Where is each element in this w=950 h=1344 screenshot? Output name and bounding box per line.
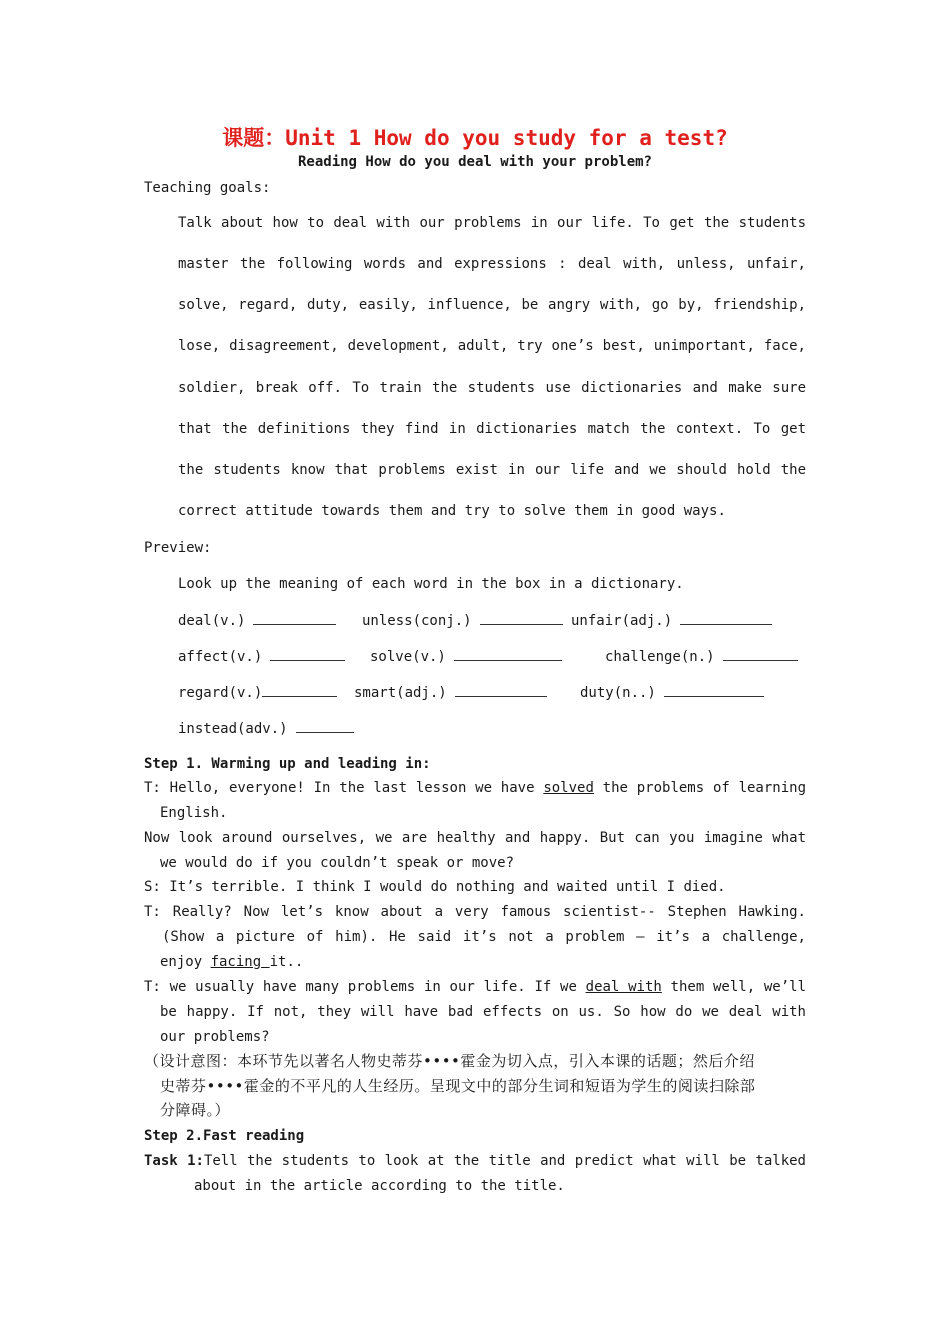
- answer-blank[interactable]: [454, 646, 562, 661]
- answer-blank[interactable]: [680, 610, 772, 625]
- answer-blank[interactable]: [262, 682, 337, 697]
- answer-blank[interactable]: [455, 682, 547, 697]
- goal-line: Talk about how to deal with our problems in our life. To get the students: [178, 215, 806, 231]
- answer-blank[interactable]: [480, 610, 563, 625]
- preview-label: Preview:: [144, 540, 212, 556]
- preview-item: [354, 682, 547, 703]
- design-line: 分障碍。）: [160, 1101, 231, 1119]
- preview-word: deal(v.): [178, 613, 246, 629]
- goal-line: correct attitude towards them and try to solve them in good ways.: [178, 503, 726, 519]
- preview-item: [571, 610, 772, 631]
- task-line: about in the article according to the title.: [194, 1178, 565, 1194]
- preview-instruction: Look up the meaning of each word in the box in a dictionary.: [178, 576, 684, 592]
- goal-line: master the following words and expressions : deal with, unless, unfair,: [178, 256, 806, 272]
- dialogue-line: (Show a picture of him). He said it’s not a problem – it’s a challenge,: [162, 929, 806, 945]
- preview-item: [178, 610, 336, 631]
- goal-line: the students know that problems exist in our life and we should hold the: [178, 462, 806, 478]
- dialogue-line: enjoy facing it..: [160, 954, 304, 970]
- dialogue-line: be happy. If not, they will have bad effects on us. So how do we deal with: [160, 1004, 806, 1020]
- preview-word: unless(conj.): [362, 613, 472, 629]
- preview-word: unfair(adj.): [571, 613, 673, 629]
- goal-line: soldier, break off. To train the students use dictionaries and make sure: [178, 380, 806, 396]
- preview-item: [370, 646, 562, 667]
- preview-word: solve(v.): [370, 649, 446, 665]
- dialogue-line: S: It’s terrible. I think I would do nothing and waited until I died.: [144, 879, 726, 895]
- answer-blank[interactable]: [723, 646, 798, 661]
- preview-item: [362, 610, 563, 631]
- answer-blank[interactable]: [296, 718, 354, 733]
- dialogue-line: our problems?: [160, 1029, 270, 1045]
- preview-word: regard(v.): [178, 685, 263, 701]
- step2-heading: Step 2.Fast reading: [144, 1128, 305, 1144]
- underlined-word: facing: [210, 954, 270, 970]
- preview-word: instead(adv.): [178, 721, 288, 737]
- dialogue-line: T: Really? Now let’s know about a very famous scientist-- Stephen Hawking.: [144, 904, 806, 920]
- preview-item: [580, 682, 764, 703]
- dialogue-line: Now look around ourselves, we are healthy and happy. But can you imagine what: [144, 830, 806, 846]
- preview-item: [605, 646, 798, 667]
- preview-item: [178, 718, 354, 739]
- task-label: Task 1:: [144, 1153, 204, 1169]
- answer-blank[interactable]: [270, 646, 345, 661]
- dialogue-line: English.: [160, 805, 228, 821]
- answer-blank[interactable]: [253, 610, 336, 625]
- dialogue-line: T: Hello, everyone! In the last lesson we have solved the problems of learning: [144, 780, 807, 796]
- answer-blank[interactable]: [664, 682, 764, 697]
- dialogue-line: we would do if you couldn’t speak or move?: [160, 855, 515, 871]
- preview-word: smart(adj.): [354, 685, 447, 701]
- design-line: （设计意图：本环节先以著名人物史蒂芬••••霍金为切入点，引入本课的话题；然后介绍: [144, 1052, 755, 1070]
- goal-line: that the definitions they find in dictionaries match the context. To get: [178, 421, 806, 437]
- preview-item: [178, 646, 345, 667]
- goal-line: solve, regard, duty, easily, influence, be angry with, go by, friendship,: [178, 297, 806, 313]
- goal-line: lose, disagreement, development, adult, try one’s best, unimportant, face,: [178, 338, 806, 354]
- step1-heading: Step 1. Warming up and leading in:: [144, 756, 431, 772]
- preview-item: [178, 682, 337, 703]
- design-line: 史蒂芬••••霍金的不平凡的人生经历。呈现文中的部分生词和短语为学生的阅读扫除部: [160, 1077, 756, 1095]
- underlined-word: deal with: [585, 979, 662, 995]
- teaching-goals-label: Teaching goals:: [144, 180, 271, 196]
- preview-word: challenge(n.): [605, 649, 715, 665]
- dialogue-line: T: we usually have many problems in our life. If we deal with them well, we’ll: [144, 979, 807, 995]
- underlined-word: solved: [543, 780, 594, 796]
- preview-word: affect(v.): [178, 649, 263, 665]
- page-subtitle: Reading How do you deal with your problem?: [297, 154, 652, 170]
- page-title: 课题：Unit 1 How do you study for a test?: [222, 126, 728, 150]
- task-line: Task 1:Tell the students to look at the title and predict what will be talked: [144, 1153, 806, 1169]
- preview-word: duty(n..): [580, 685, 656, 701]
